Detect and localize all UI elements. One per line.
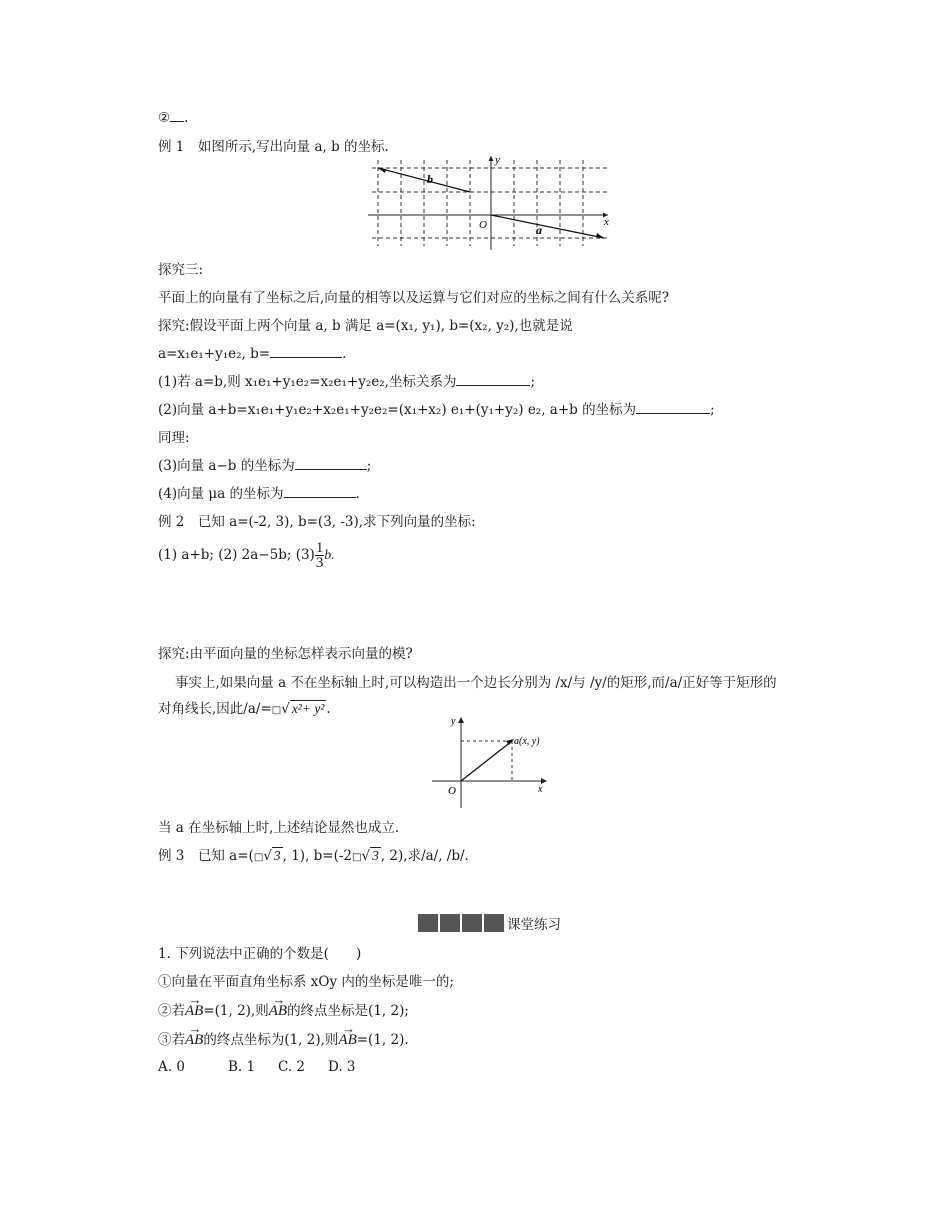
point-label: a(x, y) [514,736,540,747]
answer-options [158,1058,356,1076]
decomposition-text: a=x₁e₁+y₁e₂, b= [158,346,271,362]
vector-ab: → AB [338,1031,356,1049]
ex3-text-1: 例 3 已知 a=( [158,848,254,864]
vector-ab: → AB [185,1031,203,1049]
header-block [462,914,482,932]
answer-blank [295,457,367,470]
origin-label: O [479,219,487,231]
example-1: 例 1 如图所示,写出向量 a, b 的坐标. [158,139,389,155]
header-block [440,914,460,932]
practice-header [418,914,561,932]
s2-text-2: =(1, 2),则 [203,1003,269,1019]
circled-two: ② [158,110,171,126]
sqrt-expression: x²+ y² [291,701,325,716]
vector-a-label: a [536,223,542,237]
vector-b-label: b [427,172,433,186]
similarly: 同理: [158,430,190,446]
example-2-parts [158,537,334,573]
explore-3-title: 探究三: [158,262,204,278]
fraction-numerator: 1 [315,540,324,556]
header-block [484,914,504,932]
s3-text-1: ③若 [158,1032,185,1048]
decomposition-line: a=x₁e₁+y₁e₂, b= . [158,346,347,362]
fact-line-2-text: 对角线长,因此/a/= [158,701,272,717]
fraction-tail: b. [324,547,335,562]
answer-blank [170,109,184,122]
item-4: (4)向量 μa 的坐标为 . [158,486,360,502]
explore-3-question: 平面上的向量有了坐标之后,向量的相等以及运算与它们对应的坐标之间有什么关系呢? [158,290,670,306]
fraction-one-third [315,541,325,570]
ex3-text-3: , 2),求/a/, /b/. [380,848,469,864]
s3-text-3: =(1, 2). [356,1032,409,1048]
answer-blank [636,401,710,414]
question-1: 1. 下列说法中正确的个数是( ) [158,946,362,962]
item-2: (2)向量 a+b=x₁e₁+y₁e₂+x₂e₁+y₂e₂=(x₁+x₂) e₁+(y₁+y₂) e₂, a+b 的坐标为 ; [158,402,715,418]
x-axis-label: x [538,784,543,795]
answer-blank [284,485,356,498]
y-axis-label: y [495,154,500,166]
item-2-text: (2)向量 a+b=x₁e₁+y₁e₂+x₂e₁+y₂e₂=(x₁+x₂) e₁+(y₁+y₂) e₂, a+b 的坐标为 [158,402,637,418]
vector-ab: → AB [269,1002,287,1020]
item-4-text: (4)向量 μa 的坐标为 [158,486,284,502]
header-block [418,914,438,932]
example-2: 例 2 已知 a=(-2, 3), b=(3, -3),求下列向量的坐标: [158,514,476,530]
x-axis-label: x [604,216,609,228]
item-marker: ② . [158,110,189,126]
sqrt-three-2: 3 [372,848,379,863]
parts-text: (1) a+b; (2) 2a−5b; (3) [158,547,315,563]
option-b: B. 1 [228,1059,256,1075]
answer-blank [456,373,530,386]
explore-modulus: 探究:由平面向量的坐标怎样表示向量的模? [158,646,413,662]
option-a: A. 0 [158,1059,185,1075]
on-axis-note: 当 a 在坐标轴上时,上述结论显然也成立. [158,820,400,836]
statement-2 [158,1002,409,1020]
answer-blank [270,345,342,358]
fact-line-2: 对角线长,因此/a/=□√ x²+ y² . [158,701,331,717]
example-3: 例 3 已知 a=(□√ 3 , 1), b=(-2□√ 3 , 2),求/a/, /b/. [158,848,469,864]
item-1-text: (1)若 a=b,则 x₁e₁+y₁e₂=x₂e₁+y₂e₂,坐标关系为 [158,374,457,390]
option-d: D. 3 [328,1059,356,1075]
item-3-text: (3)向量 a−b 的坐标为 [158,458,295,474]
sqrt-three-1: 3 [273,848,281,863]
s2-text-1: ②若 [158,1003,185,1019]
item-3: (3)向量 a−b 的坐标为 ; [158,458,372,474]
y-axis-label: y [451,716,456,727]
ex3-text-2: , 1), b=(-2 [282,848,353,864]
vector-ab: → AB [185,1002,203,1020]
s3-text-2: 的终点坐标为(1, 2),则 [203,1032,339,1048]
option-c: C. 2 [278,1059,306,1075]
statement-1: ①向量在平面直角坐标系 xOy 内的坐标是唯一的; [158,974,454,990]
fact-line-1: 事实上,如果向量 a 不在坐标轴上时,可以构造出一个边长分别为 /x/与 /y/的矩形,而/a/正好等于矩形的 [175,675,777,691]
figure-vector-modulus [428,714,552,810]
s2-text-3: 的终点坐标是(1, 2); [287,1003,409,1019]
fraction-denominator: 3 [315,555,324,571]
origin-label: O [448,785,456,797]
item-1: (1)若 a=b,则 x₁e₁+y₁e₂=x₂e₁+y₂e₂,坐标关系为 ; [158,374,536,390]
explore-intro: 探究:假设平面上两个向量 a, b 满足 a=(x₁, y₁), b=(x₂, y₂),也就是说 [158,318,573,334]
practice-title: 课堂练习 [507,917,561,933]
figure-vectors-grid [364,154,614,250]
statement-3 [158,1031,409,1049]
